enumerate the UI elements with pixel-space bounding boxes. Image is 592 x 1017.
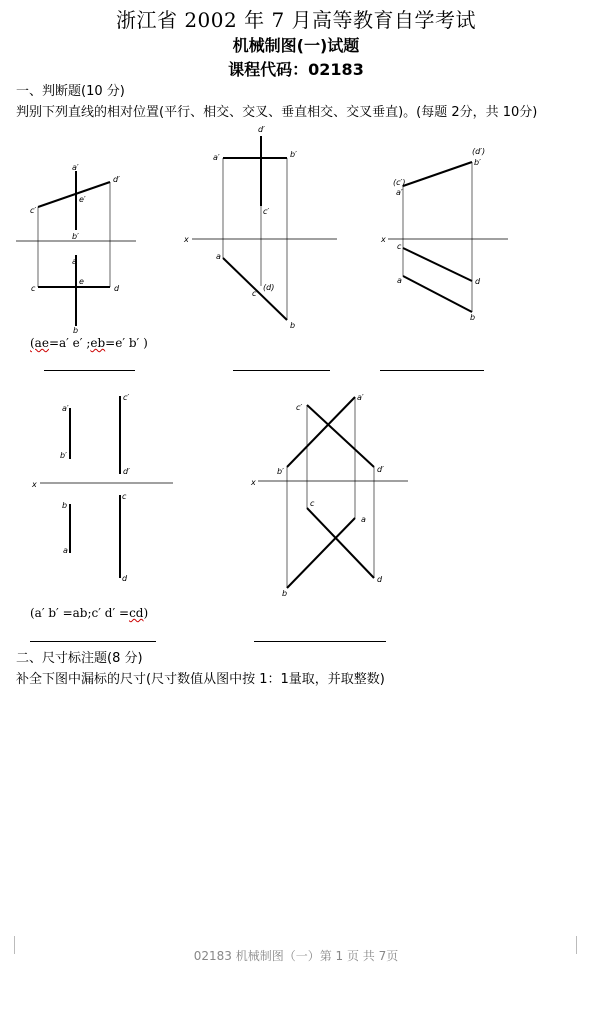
- label-x: x: [32, 480, 37, 489]
- answer-line-2[interactable]: [233, 370, 330, 371]
- label-b: b: [62, 501, 68, 510]
- label-x: x: [251, 478, 256, 487]
- hint-figure-4: (a′ b′ =ab;c′ d′ =cd): [30, 606, 149, 620]
- answer-line-4[interactable]: [30, 641, 156, 642]
- answer-line-3[interactable]: [380, 370, 484, 371]
- label-c: c: [31, 284, 36, 293]
- label-d-prime: d′: [123, 467, 130, 476]
- figure-5: [258, 397, 408, 588]
- label-b-prime: b′: [290, 150, 297, 159]
- answer-line-1[interactable]: [44, 370, 135, 371]
- section2-instruction: 补全下图中漏标的尺寸(尺寸数值从图中按 1：1量取，并取整数): [16, 672, 385, 687]
- subject-title: 机械制图(一)试题: [232, 36, 360, 55]
- label-a-prime: a′: [396, 188, 403, 197]
- label-c-prime: c′: [296, 403, 303, 412]
- label-d: d: [475, 277, 481, 286]
- exam-title: 浙江省 2002 年 7 月高等教育自学考试: [115, 8, 477, 32]
- course-code: 课程代码：02183: [228, 60, 364, 79]
- label-c: c: [310, 499, 315, 508]
- label-d-prime: d′: [377, 465, 384, 474]
- label-a-prime: a′: [213, 153, 220, 162]
- label-x: x: [184, 235, 189, 244]
- label-a: a: [361, 515, 366, 524]
- label-b: b: [290, 321, 296, 330]
- figure-1: [16, 171, 136, 326]
- label-c-prime-paren: (c′): [393, 178, 406, 187]
- figure-4: [40, 396, 173, 578]
- label-c-prime: c′: [123, 393, 130, 402]
- label-b: b: [470, 313, 476, 322]
- label-b-prime: b′: [474, 158, 481, 167]
- label-d-prime: d′: [258, 125, 265, 134]
- label-a: a: [216, 252, 221, 261]
- label-a: a: [72, 257, 77, 266]
- label-a-prime: a′: [357, 393, 364, 402]
- label-a-prime: a′: [72, 163, 79, 172]
- label-x: x: [381, 235, 386, 244]
- label-e-prime: e′: [79, 195, 86, 204]
- hint-figure-1: (ae=a′ e′ ;eb=e′ b′ ): [30, 336, 148, 350]
- label-a-prime: a′: [62, 404, 69, 413]
- label-b-prime: b′: [72, 232, 79, 241]
- label-c: c: [397, 242, 402, 251]
- label-d: d: [377, 575, 383, 584]
- section1-heading: 一、判断题(10 分): [16, 84, 125, 99]
- label-c: c: [252, 289, 257, 298]
- label-b-prime: b′: [60, 451, 67, 460]
- label-b: b: [282, 589, 288, 598]
- label-b: b: [73, 326, 79, 335]
- label-c-prime: c′: [30, 206, 37, 215]
- figure-3: [388, 162, 508, 312]
- label-d-prime: d′: [113, 175, 120, 184]
- label-a: a: [397, 276, 402, 285]
- figure-2: [192, 136, 337, 320]
- label-c: c: [122, 492, 127, 501]
- answer-line-5[interactable]: [254, 641, 386, 642]
- label-d: d: [122, 574, 128, 583]
- section1-instruction: 判别下列直线的相对位置(平行、相交、交叉、垂直相交、交叉垂直)。(每题 2分，共 10分): [16, 105, 538, 120]
- label-e: e: [79, 277, 84, 286]
- label-d-paren: (d): [263, 283, 275, 292]
- page-footer: 02183 机械制图（一）第 1 页 共 7页: [193, 949, 399, 963]
- section2-heading: 二、尺寸标注题(8 分): [16, 651, 143, 666]
- label-a: a: [63, 546, 68, 555]
- label-b-prime: b′: [277, 467, 284, 476]
- label-d: d: [114, 284, 120, 293]
- label-c-prime: c′: [263, 207, 270, 216]
- label-d-prime-paren: (d′): [472, 147, 486, 156]
